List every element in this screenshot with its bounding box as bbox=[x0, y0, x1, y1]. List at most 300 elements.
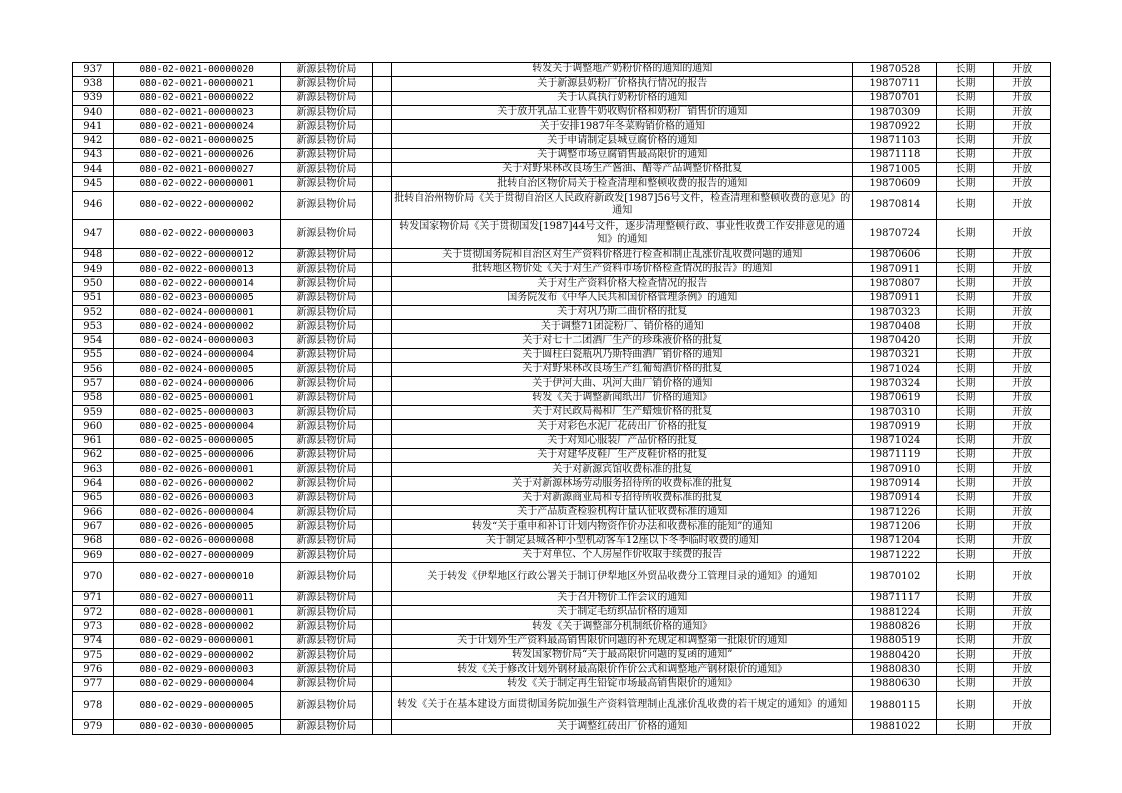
document-title-cell: 关于对七十二团酒厂生产的珍珠液价格的批复 bbox=[392, 334, 853, 348]
retention-period-cell: 长期 bbox=[937, 120, 994, 134]
access-status-cell: 开放 bbox=[994, 648, 1051, 662]
document-title-cell: 关于新源县奶粉厂价格执行情况的报告 bbox=[392, 77, 853, 91]
archive-code-cell: 080-02-0024-00000006 bbox=[113, 377, 280, 391]
issuing-org-cell: 新源县物价局 bbox=[280, 720, 372, 734]
table-row bbox=[73, 363, 1051, 377]
row-number-cell: 964 bbox=[73, 477, 114, 491]
document-date-cell: 19871119 bbox=[853, 448, 937, 462]
table-row bbox=[73, 463, 1051, 477]
issuing-org-cell: 新源县物价局 bbox=[280, 277, 372, 291]
spacer-cell bbox=[372, 220, 391, 249]
spacer-cell bbox=[372, 120, 391, 134]
document-date-cell: 19871024 bbox=[853, 434, 937, 448]
table-row bbox=[73, 691, 1051, 720]
document-title-cell: 关于转发《伊犁地区行政公署关于制订伊犁地区外贸品收费分工管理目录的通知》的通知 bbox=[392, 563, 853, 592]
archive-code-cell: 080-02-0022-00000014 bbox=[113, 277, 280, 291]
document-title-cell: 关于申请制定县城豆腐价格的通知 bbox=[392, 134, 853, 148]
spacer-cell bbox=[372, 334, 391, 348]
table-row bbox=[73, 220, 1051, 249]
document-title-cell: 转发国家物价局《关于贯彻国发[1987]44号文件，逐步清理整顿行政、事业性收费工作安排意见的通知》的通知 bbox=[392, 220, 853, 249]
document-title-cell: 关于圆柱白瓷瓶巩乃斯特曲酒厂销价格的通知 bbox=[392, 348, 853, 362]
access-status-cell: 开放 bbox=[994, 677, 1051, 691]
document-date-cell: 19870310 bbox=[853, 405, 937, 419]
issuing-org-cell: 新源县物价局 bbox=[280, 177, 372, 191]
table-row bbox=[73, 105, 1051, 119]
issuing-org-cell: 新源县物价局 bbox=[280, 491, 372, 505]
table-row bbox=[73, 548, 1051, 562]
row-number-cell: 953 bbox=[73, 320, 114, 334]
access-status-cell: 开放 bbox=[994, 420, 1051, 434]
issuing-org-cell: 新源县物价局 bbox=[280, 120, 372, 134]
spacer-cell bbox=[372, 91, 391, 105]
document-date-cell: 19870606 bbox=[853, 248, 937, 262]
document-date-cell: 19871005 bbox=[853, 163, 937, 177]
access-status-cell: 开放 bbox=[994, 520, 1051, 534]
issuing-org-cell: 新源县物价局 bbox=[280, 63, 372, 77]
access-status-cell: 开放 bbox=[994, 377, 1051, 391]
document-title-cell: 批转地区物价处《关于对生产资料市场价格检查情况的报告》的通知 bbox=[392, 262, 853, 276]
archive-code-cell: 080-02-0021-00000021 bbox=[113, 77, 280, 91]
access-status-cell: 开放 bbox=[994, 491, 1051, 505]
spacer-cell bbox=[372, 105, 391, 119]
spacer-cell bbox=[372, 262, 391, 276]
table-row bbox=[73, 620, 1051, 634]
document-title-cell: 关于对新源宾馆收费标准的批复 bbox=[392, 463, 853, 477]
issuing-org-cell: 新源县物价局 bbox=[280, 648, 372, 662]
archive-code-cell: 080-02-0021-00000020 bbox=[113, 63, 280, 77]
document-title-cell: 关于调整市场豆腐销售最高限价的通知 bbox=[392, 148, 853, 162]
table-row bbox=[73, 448, 1051, 462]
issuing-org-cell: 新源县物价局 bbox=[280, 220, 372, 249]
issuing-org-cell: 新源县物价局 bbox=[280, 634, 372, 648]
issuing-org-cell: 新源县物价局 bbox=[280, 520, 372, 534]
issuing-org-cell: 新源县物价局 bbox=[280, 320, 372, 334]
access-status-cell: 开放 bbox=[994, 506, 1051, 520]
table-row bbox=[73, 477, 1051, 491]
document-title-cell: 关于对彩色水泥厂花砖出厂价格的批复 bbox=[392, 420, 853, 434]
row-number-cell: 965 bbox=[73, 491, 114, 505]
issuing-org-cell: 新源县物价局 bbox=[280, 677, 372, 691]
issuing-org-cell: 新源县物价局 bbox=[280, 620, 372, 634]
document-date-cell: 19870324 bbox=[853, 377, 937, 391]
document-date-cell: 19880826 bbox=[853, 620, 937, 634]
spacer-cell bbox=[372, 563, 391, 592]
row-number-cell: 946 bbox=[73, 191, 114, 220]
archive-code-cell: 080-02-0029-00000003 bbox=[113, 663, 280, 677]
document-title-cell: 关于安排1987年冬菜购销价格的通知 bbox=[392, 120, 853, 134]
retention-period-cell: 长期 bbox=[937, 177, 994, 191]
table-row bbox=[73, 391, 1051, 405]
access-status-cell: 开放 bbox=[994, 348, 1051, 362]
spacer-cell bbox=[372, 534, 391, 548]
spacer-cell bbox=[372, 248, 391, 262]
access-status-cell: 开放 bbox=[994, 148, 1051, 162]
archive-code-cell: 080-02-0021-00000025 bbox=[113, 134, 280, 148]
document-title-cell: 批转自治州物价局《关于贯彻自治区人民政府新政发[1987]56号文件，检查清理和整顿收费的意见》的通知 bbox=[392, 191, 853, 220]
retention-period-cell: 长期 bbox=[937, 191, 994, 220]
access-status-cell: 开放 bbox=[994, 563, 1051, 592]
retention-period-cell: 长期 bbox=[937, 63, 994, 77]
row-number-cell: 973 bbox=[73, 620, 114, 634]
issuing-org-cell: 新源县物价局 bbox=[280, 405, 372, 419]
issuing-org-cell: 新源县物价局 bbox=[280, 134, 372, 148]
row-number-cell: 942 bbox=[73, 134, 114, 148]
archive-code-cell: 080-02-0021-00000023 bbox=[113, 105, 280, 119]
archive-code-cell: 080-02-0027-00000011 bbox=[113, 591, 280, 605]
spacer-cell bbox=[372, 477, 391, 491]
document-date-cell: 19880519 bbox=[853, 634, 937, 648]
row-number-cell: 945 bbox=[73, 177, 114, 191]
archive-code-cell: 080-02-0026-00000002 bbox=[113, 477, 280, 491]
retention-period-cell: 长期 bbox=[937, 405, 994, 419]
document-date-cell: 19870321 bbox=[853, 348, 937, 362]
issuing-org-cell: 新源县物价局 bbox=[280, 606, 372, 620]
spacer-cell bbox=[372, 591, 391, 605]
row-number-cell: 977 bbox=[73, 677, 114, 691]
retention-period-cell: 长期 bbox=[937, 677, 994, 691]
document-title-cell: 关于对新源商业局和专招待所收费标准的批复 bbox=[392, 491, 853, 505]
document-date-cell: 19871222 bbox=[853, 548, 937, 562]
spacer-cell bbox=[372, 448, 391, 462]
document-title-cell: 转发《关于调整部分机制纸价格的通知》 bbox=[392, 620, 853, 634]
retention-period-cell: 长期 bbox=[937, 491, 994, 505]
retention-period-cell: 长期 bbox=[937, 377, 994, 391]
spacer-cell bbox=[372, 434, 391, 448]
document-date-cell: 19870910 bbox=[853, 463, 937, 477]
access-status-cell: 开放 bbox=[994, 434, 1051, 448]
spacer-cell bbox=[372, 148, 391, 162]
retention-period-cell: 长期 bbox=[937, 563, 994, 592]
retention-period-cell: 长期 bbox=[937, 77, 994, 91]
archive-code-cell: 080-02-0026-00000001 bbox=[113, 463, 280, 477]
spacer-cell bbox=[372, 648, 391, 662]
retention-period-cell: 长期 bbox=[937, 248, 994, 262]
spacer-cell bbox=[372, 163, 391, 177]
spacer-cell bbox=[372, 134, 391, 148]
access-status-cell: 开放 bbox=[994, 91, 1051, 105]
spacer-cell bbox=[372, 520, 391, 534]
table-row bbox=[73, 520, 1051, 534]
document-date-cell: 19871103 bbox=[853, 134, 937, 148]
archive-code-cell: 080-02-0021-00000022 bbox=[113, 91, 280, 105]
issuing-org-cell: 新源县物价局 bbox=[280, 477, 372, 491]
row-number-cell: 968 bbox=[73, 534, 114, 548]
archive-code-cell: 080-02-0022-00000013 bbox=[113, 262, 280, 276]
archive-code-cell: 080-02-0022-00000003 bbox=[113, 220, 280, 249]
retention-period-cell: 长期 bbox=[937, 477, 994, 491]
document-title-cell: 关于产品质查检验机构计量认征收费标准的通知 bbox=[392, 506, 853, 520]
spacer-cell bbox=[372, 677, 391, 691]
table-row bbox=[73, 663, 1051, 677]
document-date-cell: 19870609 bbox=[853, 177, 937, 191]
row-number-cell: 943 bbox=[73, 148, 114, 162]
document-title-cell: 国务院发布《中华人民共和国价格管理条例》的通知 bbox=[392, 291, 853, 305]
access-status-cell: 开放 bbox=[994, 405, 1051, 419]
document-title-cell: 关于对知心服装厂产品价格的批复 bbox=[392, 434, 853, 448]
document-title-cell: 转发国家物价局“关于最高限价问题的复函的通知” bbox=[392, 648, 853, 662]
document-title-cell: 关于放开乳品工业鲁牛奶收购价格和奶粉厂销售价的通知 bbox=[392, 105, 853, 119]
spacer-cell bbox=[372, 548, 391, 562]
document-date-cell: 19870701 bbox=[853, 91, 937, 105]
row-number-cell: 940 bbox=[73, 105, 114, 119]
issuing-org-cell: 新源县物价局 bbox=[280, 191, 372, 220]
retention-period-cell: 长期 bbox=[937, 334, 994, 348]
archive-code-cell: 080-02-0025-00000006 bbox=[113, 448, 280, 462]
access-status-cell: 开放 bbox=[994, 548, 1051, 562]
retention-period-cell: 长期 bbox=[937, 434, 994, 448]
access-status-cell: 开放 bbox=[994, 163, 1051, 177]
issuing-org-cell: 新源县物价局 bbox=[280, 663, 372, 677]
retention-period-cell: 长期 bbox=[937, 134, 994, 148]
retention-period-cell: 长期 bbox=[937, 220, 994, 249]
row-number-cell: 967 bbox=[73, 520, 114, 534]
spacer-cell bbox=[372, 463, 391, 477]
spacer-cell bbox=[372, 320, 391, 334]
row-number-cell: 944 bbox=[73, 163, 114, 177]
archive-code-cell: 080-02-0025-00000004 bbox=[113, 420, 280, 434]
access-status-cell: 开放 bbox=[994, 120, 1051, 134]
access-status-cell: 开放 bbox=[994, 191, 1051, 220]
table-row bbox=[73, 191, 1051, 220]
access-status-cell: 开放 bbox=[994, 591, 1051, 605]
issuing-org-cell: 新源县物价局 bbox=[280, 391, 372, 405]
document-date-cell: 19871204 bbox=[853, 534, 937, 548]
archive-code-cell: 080-02-0021-00000026 bbox=[113, 148, 280, 162]
row-number-cell: 978 bbox=[73, 691, 114, 720]
table-row bbox=[73, 434, 1051, 448]
archive-code-cell: 080-02-0026-00000003 bbox=[113, 491, 280, 505]
archive-code-cell: 080-02-0030-00000005 bbox=[113, 720, 280, 734]
table-row bbox=[73, 91, 1051, 105]
document-date-cell: 19870408 bbox=[853, 320, 937, 334]
document-date-cell: 19871117 bbox=[853, 591, 937, 605]
document-date-cell: 19870911 bbox=[853, 291, 937, 305]
document-title-cell: 转发“关于重申和补订计划内物资作价办法和收费标准的能知”的通知 bbox=[392, 520, 853, 534]
row-number-cell: 958 bbox=[73, 391, 114, 405]
document-date-cell: 19880420 bbox=[853, 648, 937, 662]
document-title-cell: 关于对巩乃斯二曲价格的批复 bbox=[392, 305, 853, 319]
document-date-cell: 19870914 bbox=[853, 477, 937, 491]
retention-period-cell: 长期 bbox=[937, 663, 994, 677]
access-status-cell: 开放 bbox=[994, 134, 1051, 148]
document-date-cell: 19880830 bbox=[853, 663, 937, 677]
document-date-cell: 19870922 bbox=[853, 120, 937, 134]
table-row bbox=[73, 534, 1051, 548]
table-row bbox=[73, 405, 1051, 419]
table-row bbox=[73, 248, 1051, 262]
archive-catalog-table bbox=[72, 62, 1051, 735]
table-row bbox=[73, 120, 1051, 134]
row-number-cell: 979 bbox=[73, 720, 114, 734]
document-date-cell: 19870309 bbox=[853, 105, 937, 119]
spacer-cell bbox=[372, 391, 391, 405]
table-row bbox=[73, 720, 1051, 734]
table-row bbox=[73, 348, 1051, 362]
issuing-org-cell: 新源县物价局 bbox=[280, 91, 372, 105]
document-date-cell: 19870102 bbox=[853, 563, 937, 592]
table-row bbox=[73, 506, 1051, 520]
spacer-cell bbox=[372, 177, 391, 191]
retention-period-cell: 长期 bbox=[937, 448, 994, 462]
table-row bbox=[73, 163, 1051, 177]
document-date-cell: 19881224 bbox=[853, 606, 937, 620]
archive-code-cell: 080-02-0024-00000001 bbox=[113, 305, 280, 319]
document-date-cell: 19870619 bbox=[853, 391, 937, 405]
access-status-cell: 开放 bbox=[994, 220, 1051, 249]
retention-period-cell: 长期 bbox=[937, 148, 994, 162]
row-number-cell: 941 bbox=[73, 120, 114, 134]
access-status-cell: 开放 bbox=[994, 262, 1051, 276]
access-status-cell: 开放 bbox=[994, 63, 1051, 77]
table-row bbox=[73, 77, 1051, 91]
row-number-cell: 969 bbox=[73, 548, 114, 562]
retention-period-cell: 长期 bbox=[937, 363, 994, 377]
document-title-cell: 关于对建华皮鞋厂生产皮鞋价格的批复 bbox=[392, 448, 853, 462]
archive-code-cell: 080-02-0025-00000003 bbox=[113, 405, 280, 419]
spacer-cell bbox=[372, 720, 391, 734]
spacer-cell bbox=[372, 491, 391, 505]
document-date-cell: 19880630 bbox=[853, 677, 937, 691]
spacer-cell bbox=[372, 606, 391, 620]
spacer-cell bbox=[372, 305, 391, 319]
issuing-org-cell: 新源县物价局 bbox=[280, 420, 372, 434]
issuing-org-cell: 新源县物价局 bbox=[280, 506, 372, 520]
row-number-cell: 971 bbox=[73, 591, 114, 605]
table-row bbox=[73, 491, 1051, 505]
document-date-cell: 19880115 bbox=[853, 691, 937, 720]
row-number-cell: 960 bbox=[73, 420, 114, 434]
table-row bbox=[73, 134, 1051, 148]
spacer-cell bbox=[372, 191, 391, 220]
spacer-cell bbox=[372, 663, 391, 677]
access-status-cell: 开放 bbox=[994, 277, 1051, 291]
document-title-cell: 转发《关于在基本建设方面贯彻国务院加强生产资料管理制止乱涨价乱收费的若干规定的通知》的通知 bbox=[392, 691, 853, 720]
document-title-cell: 关于对生产资料价格大检查情况的报告 bbox=[392, 277, 853, 291]
document-date-cell: 19881022 bbox=[853, 720, 937, 734]
table-body bbox=[73, 63, 1051, 735]
archive-code-cell: 080-02-0024-00000004 bbox=[113, 348, 280, 362]
row-number-cell: 937 bbox=[73, 63, 114, 77]
spacer-cell bbox=[372, 291, 391, 305]
access-status-cell: 开放 bbox=[994, 634, 1051, 648]
archive-code-cell: 080-02-0028-00000002 bbox=[113, 620, 280, 634]
archive-code-cell: 080-02-0024-00000005 bbox=[113, 363, 280, 377]
row-number-cell: 957 bbox=[73, 377, 114, 391]
document-title-cell: 批转自治区物价局关于检查清理和整顿收费的报告的通知 bbox=[392, 177, 853, 191]
table-row bbox=[73, 291, 1051, 305]
archive-code-cell: 080-02-0024-00000003 bbox=[113, 334, 280, 348]
document-date-cell: 19870919 bbox=[853, 420, 937, 434]
row-number-cell: 959 bbox=[73, 405, 114, 419]
row-number-cell: 951 bbox=[73, 291, 114, 305]
issuing-org-cell: 新源县物价局 bbox=[280, 148, 372, 162]
issuing-org-cell: 新源县物价局 bbox=[280, 348, 372, 362]
issuing-org-cell: 新源县物价局 bbox=[280, 262, 372, 276]
row-number-cell: 938 bbox=[73, 77, 114, 91]
retention-period-cell: 长期 bbox=[937, 520, 994, 534]
row-number-cell: 975 bbox=[73, 648, 114, 662]
access-status-cell: 开放 bbox=[994, 477, 1051, 491]
access-status-cell: 开放 bbox=[994, 177, 1051, 191]
document-date-cell: 19870711 bbox=[853, 77, 937, 91]
row-number-cell: 947 bbox=[73, 220, 114, 249]
spacer-cell bbox=[372, 634, 391, 648]
table-row bbox=[73, 148, 1051, 162]
retention-period-cell: 长期 bbox=[937, 591, 994, 605]
spacer-cell bbox=[372, 348, 391, 362]
access-status-cell: 开放 bbox=[994, 663, 1051, 677]
archive-code-cell: 080-02-0022-00000001 bbox=[113, 177, 280, 191]
issuing-org-cell: 新源县物价局 bbox=[280, 463, 372, 477]
row-number-cell: 976 bbox=[73, 663, 114, 677]
document-title-cell: 关于对野果林改良场生产红葡萄酒价格的批复 bbox=[392, 363, 853, 377]
retention-period-cell: 长期 bbox=[937, 320, 994, 334]
access-status-cell: 开放 bbox=[994, 334, 1051, 348]
archive-code-cell: 080-02-0025-00000005 bbox=[113, 434, 280, 448]
document-title-cell: 关于召开物价工作会议的通知 bbox=[392, 591, 853, 605]
document-title-cell: 关于对新源林场劳动服务招待所的收费标准的批复 bbox=[392, 477, 853, 491]
issuing-org-cell: 新源县物价局 bbox=[280, 305, 372, 319]
archive-code-cell: 080-02-0028-00000001 bbox=[113, 606, 280, 620]
row-number-cell: 966 bbox=[73, 506, 114, 520]
spacer-cell bbox=[372, 420, 391, 434]
access-status-cell: 开放 bbox=[994, 606, 1051, 620]
issuing-org-cell: 新源县物价局 bbox=[280, 563, 372, 592]
document-date-cell: 19871206 bbox=[853, 520, 937, 534]
retention-period-cell: 长期 bbox=[937, 420, 994, 434]
row-number-cell: 961 bbox=[73, 434, 114, 448]
retention-period-cell: 长期 bbox=[937, 648, 994, 662]
retention-period-cell: 长期 bbox=[937, 548, 994, 562]
table-row bbox=[73, 334, 1051, 348]
retention-period-cell: 长期 bbox=[937, 91, 994, 105]
archive-code-cell: 080-02-0026-00000004 bbox=[113, 506, 280, 520]
document-title-cell: 转发《关于调整新闻纸出厂价格的通知》 bbox=[392, 391, 853, 405]
row-number-cell: 948 bbox=[73, 248, 114, 262]
table-row bbox=[73, 648, 1051, 662]
retention-period-cell: 长期 bbox=[937, 534, 994, 548]
archive-code-cell: 080-02-0029-00000001 bbox=[113, 634, 280, 648]
row-number-cell: 949 bbox=[73, 262, 114, 276]
document-date-cell: 19870724 bbox=[853, 220, 937, 249]
issuing-org-cell: 新源县物价局 bbox=[280, 591, 372, 605]
issuing-org-cell: 新源县物价局 bbox=[280, 534, 372, 548]
issuing-org-cell: 新源县物价局 bbox=[280, 434, 372, 448]
access-status-cell: 开放 bbox=[994, 305, 1051, 319]
issuing-org-cell: 新源县物价局 bbox=[280, 163, 372, 177]
document-date-cell: 19870911 bbox=[853, 262, 937, 276]
retention-period-cell: 长期 bbox=[937, 720, 994, 734]
retention-period-cell: 长期 bbox=[937, 691, 994, 720]
row-number-cell: 954 bbox=[73, 334, 114, 348]
spacer-cell bbox=[372, 377, 391, 391]
retention-period-cell: 长期 bbox=[937, 277, 994, 291]
table-row bbox=[73, 420, 1051, 434]
access-status-cell: 开放 bbox=[994, 534, 1051, 548]
spacer-cell bbox=[372, 405, 391, 419]
row-number-cell: 956 bbox=[73, 363, 114, 377]
document-date-cell: 19871226 bbox=[853, 506, 937, 520]
document-date-cell: 19870814 bbox=[853, 191, 937, 220]
retention-period-cell: 长期 bbox=[937, 634, 994, 648]
archive-code-cell: 080-02-0022-00000012 bbox=[113, 248, 280, 262]
document-title-cell: 关于制定毛纺织品价格的通知 bbox=[392, 606, 853, 620]
spacer-cell bbox=[372, 691, 391, 720]
table-row bbox=[73, 634, 1051, 648]
retention-period-cell: 长期 bbox=[937, 305, 994, 319]
issuing-org-cell: 新源县物价局 bbox=[280, 291, 372, 305]
access-status-cell: 开放 bbox=[994, 691, 1051, 720]
